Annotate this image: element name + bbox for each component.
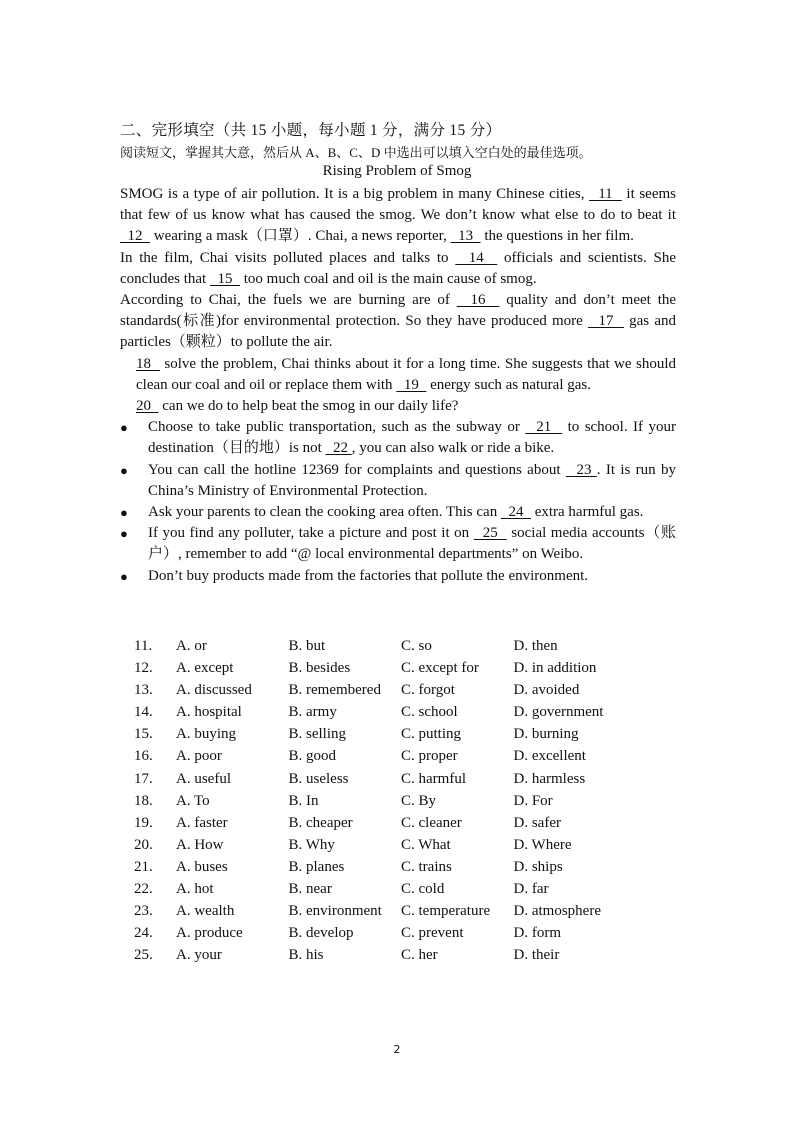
option-a: A. produce xyxy=(176,925,243,942)
option-b: B. remembered xyxy=(288,682,381,699)
option-a: A. wealth xyxy=(176,903,235,920)
blank-14: 14 xyxy=(455,249,498,266)
option-c: C. cold xyxy=(401,881,445,898)
text: the questions in her film. xyxy=(480,228,634,245)
question-row xyxy=(134,900,626,922)
passage-title: Rising Problem of Smog xyxy=(322,163,472,179)
question-number: 13. xyxy=(134,682,153,699)
answer-options xyxy=(134,635,626,966)
text: According to Chai, the fuels we are burning are of xyxy=(120,292,457,309)
question-row xyxy=(134,856,626,878)
question-number: 12. xyxy=(134,660,153,677)
option-c: C. cleaner xyxy=(401,814,462,831)
tips-list xyxy=(120,417,676,587)
text: it seems that few of us know what has caused the smog. We don’t know what else to do to beat it xyxy=(120,186,676,224)
question-number: 21. xyxy=(134,858,153,875)
paragraph-1 xyxy=(120,184,676,248)
option-b: B. near xyxy=(288,881,332,898)
text: solve the problem, Chai thinks about it for a long time. She suggests that we should clean our coal and oil or replace them with xyxy=(136,355,676,393)
option-b: B. environment xyxy=(288,903,382,920)
text: gas and particles（颗粒）to pollute the air. xyxy=(120,313,677,351)
option-c: C. trains xyxy=(401,858,452,875)
question-number: 19. xyxy=(134,814,153,831)
question-number: 16. xyxy=(134,748,153,765)
paragraph-4 xyxy=(120,354,676,396)
list-item xyxy=(120,417,676,459)
text: Ask your parents to clean the cooking area often. This can xyxy=(148,504,501,521)
question-row xyxy=(134,723,626,745)
option-d: D. far xyxy=(513,881,549,898)
option-c: C. school xyxy=(401,704,458,721)
question-row xyxy=(134,635,626,657)
text: . It is run by China’s Ministry of Environmental Protection. xyxy=(148,461,677,499)
text: You can call the hotline 12369 for complaints and questions about xyxy=(148,461,566,478)
question-row xyxy=(134,834,626,856)
question-row xyxy=(134,922,626,944)
text: SMOG is a type of air pollution. It is a big problem in many Chinese cities, xyxy=(120,186,590,202)
list-item xyxy=(120,566,676,587)
list-item xyxy=(120,502,676,523)
paragraph-3 xyxy=(120,290,676,354)
question-row xyxy=(134,657,626,679)
question-row xyxy=(134,745,626,767)
blank-24: 24 xyxy=(500,504,531,521)
option-d: D. burning xyxy=(513,726,579,743)
option-c: C. so xyxy=(401,638,432,654)
text: can we do to help beat the smog in our daily life? xyxy=(158,398,459,415)
blank-13: 13 xyxy=(450,228,481,245)
option-d: D. excellent xyxy=(513,748,586,765)
option-c: C. prevent xyxy=(401,925,464,942)
option-b: B. develop xyxy=(288,925,354,942)
blank-20: 20 xyxy=(136,398,159,415)
text: extra harmful gas. xyxy=(530,504,644,521)
question-row xyxy=(134,679,626,701)
blank-25: 25 xyxy=(473,525,507,542)
option-d: D. harmless xyxy=(513,770,586,787)
option-a: A. How xyxy=(176,836,224,853)
option-b: B. his xyxy=(288,947,324,964)
option-d: D. ships xyxy=(513,858,563,875)
option-a: A. To xyxy=(176,792,210,809)
blank-16: 16 xyxy=(456,292,500,309)
blank-19: 19 xyxy=(396,376,427,393)
question-row xyxy=(134,812,626,834)
option-c: C. her xyxy=(401,947,438,964)
option-c: C. harmful xyxy=(401,770,466,787)
question-row xyxy=(134,701,626,723)
option-d: D. atmosphere xyxy=(513,903,601,920)
option-d: D. safer xyxy=(513,814,561,831)
question-number: 20. xyxy=(134,836,153,853)
option-a: A. poor xyxy=(176,748,222,765)
option-a: A. buying xyxy=(176,726,236,743)
option-a: A. except xyxy=(176,660,234,677)
option-c: C. What xyxy=(401,836,451,853)
question-number: 24. xyxy=(134,925,153,942)
option-c: C. putting xyxy=(401,726,462,743)
option-b: B. In xyxy=(288,792,319,809)
option-a: A. your xyxy=(176,947,222,964)
text: too much coal and oil is the main cause of smog. xyxy=(239,270,537,287)
option-a: A. faster xyxy=(176,814,228,831)
option-b: B. selling xyxy=(288,726,347,743)
option-b: B. Why xyxy=(288,836,335,853)
text: social media accounts（账户）, remember to add “@ local environmental departments” on Weibo. xyxy=(148,525,676,563)
paragraph-5 xyxy=(120,396,676,417)
text: , you can also walk or ride a bike. xyxy=(351,440,555,457)
option-b: B. besides xyxy=(288,660,351,677)
option-c: C. By xyxy=(401,792,437,809)
option-c: C. temperature xyxy=(401,903,491,920)
option-d: D. their xyxy=(513,947,560,964)
text: If you find any polluter, take a picture and post it on xyxy=(148,525,474,542)
page-number: 2 xyxy=(393,1043,401,1056)
question-number: 18. xyxy=(134,792,153,809)
question-number: 14. xyxy=(134,704,153,721)
question-number: 23. xyxy=(134,903,153,920)
option-b: B. but xyxy=(288,638,326,654)
text: to school. If your destination（目的地）is not xyxy=(148,419,676,457)
option-b: B. army xyxy=(288,704,337,721)
passage-body xyxy=(120,184,676,587)
option-d: D. then xyxy=(513,638,558,654)
option-b: B. planes xyxy=(288,858,345,875)
blank-23: 23 xyxy=(565,461,597,478)
list-item xyxy=(120,523,676,565)
option-a: A. or xyxy=(176,638,207,654)
option-b: B. useless xyxy=(288,770,349,787)
blank-22: 22 xyxy=(325,440,352,457)
list-item xyxy=(120,460,676,502)
option-d: D. in addition xyxy=(513,660,597,677)
section-instructions: 阅读短文，掌握其大意，然后从 A、B、C、D 中选出可以填入空白处的最佳选项。 xyxy=(120,145,592,160)
option-c: C. except for xyxy=(401,660,479,677)
text: Don’t buy products made from the factories that pollute the environment. xyxy=(148,567,589,584)
paragraph-2 xyxy=(120,248,676,290)
question-number: 15. xyxy=(134,726,153,743)
blank-21: 21 xyxy=(525,419,563,436)
option-d: D. avoided xyxy=(513,682,580,699)
option-d: D. form xyxy=(513,925,561,942)
option-d: D. government xyxy=(513,704,604,721)
option-b: B. good xyxy=(288,748,337,765)
section-title: 二、完形填空（共 15 小题，每小题 1 分，满分 15 分） xyxy=(120,122,502,139)
blank-15: 15 xyxy=(209,270,240,287)
option-d: D. Where xyxy=(513,836,572,853)
question-number: 11. xyxy=(134,638,153,654)
option-a: A. hot xyxy=(176,881,214,898)
question-row xyxy=(134,944,626,966)
question-number: 25. xyxy=(134,947,153,964)
question-number: 22. xyxy=(134,881,153,898)
question-row xyxy=(134,790,626,812)
option-a: A. discussed xyxy=(176,682,252,699)
option-a: A. useful xyxy=(176,770,231,787)
option-a: A. hospital xyxy=(176,704,242,721)
blank-11: 11 xyxy=(589,186,622,202)
question-number: 17. xyxy=(134,770,153,787)
text: energy such as natural gas. xyxy=(426,376,591,393)
text: wearing a mask（口罩）. Chai, a news reporter, xyxy=(150,228,451,245)
option-b: B. cheaper xyxy=(288,814,353,831)
option-c: C. proper xyxy=(401,748,458,765)
option-d: D. For xyxy=(513,792,553,809)
text: officials and scientists. She concludes that xyxy=(120,249,677,287)
blank-18: 18 xyxy=(136,355,160,372)
text: Choose to take public transportation, such as the subway or xyxy=(148,419,526,436)
option-a: A. buses xyxy=(176,858,228,875)
blank-17: 17 xyxy=(588,313,624,330)
text: In the film, Chai visits polluted places and talks to xyxy=(120,249,456,266)
blank-12: 12 xyxy=(120,228,150,245)
question-row xyxy=(134,768,626,790)
question-row xyxy=(134,878,626,900)
text: quality and don’t meet the standards(标准)for environmental protection. So they have produced more xyxy=(120,292,677,330)
option-c: C. forgot xyxy=(401,682,455,699)
